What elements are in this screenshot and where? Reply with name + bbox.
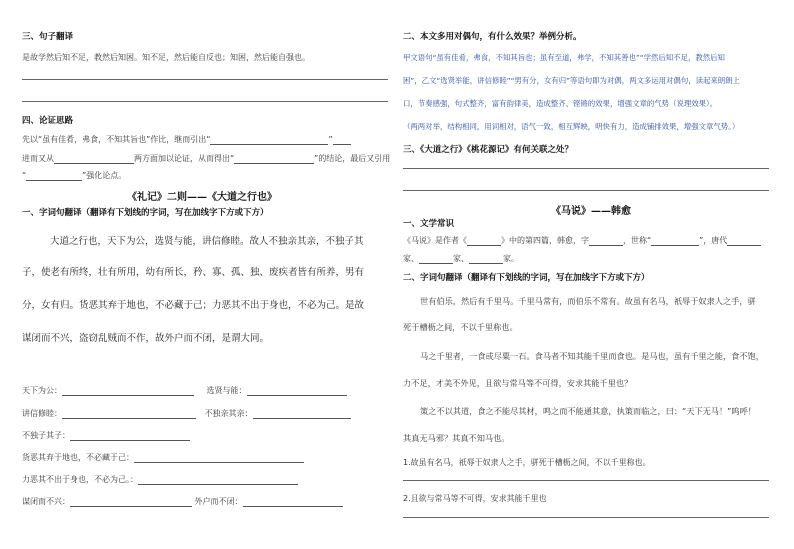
answer-blank[interactable] <box>247 386 347 396</box>
answer-line[interactable] <box>403 168 769 169</box>
argument-line-2: 进而又从 两方面加以论证，从而得出“ ”的结论，最后又引用 <box>22 154 391 163</box>
answer-line[interactable] <box>22 79 388 80</box>
answer-text: （两两对举，结构相同，用词相对，语气一致，相互辉映，明快有力，造成铺排效果，增强文章气势。） <box>403 122 740 131</box>
section-2-title: 二、本文多用对偶句，有什么效果？举例分析。 <box>403 32 582 42</box>
fill-blank[interactable] <box>651 236 699 246</box>
answer-blank[interactable] <box>253 409 351 419</box>
answer-line[interactable] <box>403 517 769 518</box>
section-2b-title: 二、字词句翻译（翻译有下划线的字词，写在加线字下方或下方） <box>403 273 650 283</box>
fill-blank[interactable] <box>333 135 351 145</box>
section-3-title-right: 三、《大道之行》《桃花源记》有何关联之处？ <box>403 145 574 155</box>
literary-knowledge-title: 一、文学常识 <box>403 219 455 229</box>
section-4-title: 四、论证思路 <box>22 116 74 126</box>
answer-text: 口，节奏感强，句式整齐，富有韵律美，造成整齐、铿锵的效果，增强文章的气势（说理效果）。 <box>403 99 718 108</box>
section-3-title: 三、句子翻译 <box>22 32 74 42</box>
passage-line: 马之千里者，一食或尽粟一石。食马者不知其能千里而食也。是马也，虽有千里之能，食不饱， <box>420 351 764 361</box>
fill-blank[interactable] <box>26 171 82 181</box>
literary-line-1: 《马说》是作者《 》中的第四篇，韩愈，字 ，世称“ ”，唐代 <box>403 235 761 246</box>
question-row: 货恶其弃于地也，不必藏于己： <box>22 452 304 463</box>
passage-line: 策之不以其道，食之不能尽其材，鸣之而不能通其意，执策而临之，曰：“天下无马！”呜呼！ <box>420 406 756 416</box>
sentence-text: 是故学然后知不足，教然后知困。知不足，然后能自反也；知困，然后能自强也。 <box>22 53 310 62</box>
answer-line[interactable] <box>403 190 769 191</box>
question-row: 讲信修睦： 不独亲其亲： <box>22 408 351 419</box>
translate-question-2: 2.且欲与常马等不可得，安求其能千里也 <box>403 494 547 503</box>
fill-blank[interactable] <box>589 236 623 246</box>
fill-blank[interactable] <box>419 254 453 264</box>
passage-line: 世有伯乐，然后有千里马。千里马常有，而伯乐不常有。故虽有名马，祇辱于奴隶人之手，骈 <box>420 296 756 306</box>
fill-blank[interactable] <box>210 135 328 145</box>
argument-line-1: 先以“虽有佳肴，弗食，不知其旨也”作比，继而引出“ ” <box>22 134 351 145</box>
fill-blank[interactable] <box>234 154 314 164</box>
translate-question-1: 1.故虽有名马，祇辱于奴隶人之手，骈死于槽枥之间，不以千里称也。 <box>403 458 651 467</box>
passage-line: 死于槽枥之间，不以千里称也。 <box>403 322 518 332</box>
answer-blank[interactable] <box>70 431 190 441</box>
part-title-dadao: 《礼记》二则——《大道之行也》 <box>127 192 277 203</box>
argument-line-3: “ ”强化论点。 <box>22 171 127 180</box>
part-title-mashuo: 《马说》——韩愈 <box>551 206 631 217</box>
section-1-title: 一、字词句翻译（翻译有下划线的字词，写在加线字下方或下方） <box>22 208 269 218</box>
answer-blank[interactable] <box>70 497 192 507</box>
literary-line-2: 家、 家、 家。 <box>403 254 519 263</box>
answer-blank[interactable] <box>243 497 343 507</box>
passage-line: 大道之行也，天下为公，选贤与能，讲信修睦。故人不独亲其亲，不独子其 <box>50 236 364 247</box>
passage-line: 子，使老有所终，壮有所用，幼有所长，矜、寡、孤、独、废疾者皆有所养，男有 <box>22 267 365 278</box>
answer-blank[interactable] <box>62 386 194 396</box>
answer-blank[interactable] <box>134 453 304 463</box>
passage-line: 力不足，才美不外见，且欲与常马等不可得，安求其能千里也？ <box>403 378 633 388</box>
question-row: 不独子其子： <box>22 430 190 441</box>
answer-text: 甲文语句“虽有佳肴，弗食，不知其旨也；虽有至道，弗学，不知其善也”“学然后知不足，教然后知 <box>403 53 725 62</box>
passage-line: 谋闭而不兴，盗窃乱贼而不作，故外户而不闭，是谓大同。 <box>22 333 270 344</box>
fill-blank[interactable] <box>469 254 503 264</box>
passage-line: 分，女有归。货恶其弃于地也，不必藏于己；力恶其不出于身也，不必为己。是故 <box>22 300 365 311</box>
answer-blank[interactable] <box>62 409 196 419</box>
fill-blank[interactable] <box>467 236 501 246</box>
fill-blank[interactable] <box>727 236 761 246</box>
question-row: 谋闭而不兴： 外户而不闭： <box>22 496 343 507</box>
question-row: 力恶其不出于身也，不必为己。： <box>22 474 298 485</box>
question-row: 天下为公： 选贤与能： <box>22 385 347 396</box>
answer-text: 困”，乙文“选贤举能，讲信修睦”“男有分，女有归”等语句即为对偶，两文多运用对偶句，读起来朗朗上 <box>403 76 740 85</box>
passage-line: 其真无马邪？其真不知马也。 <box>403 433 510 443</box>
answer-blank[interactable] <box>138 475 298 485</box>
answer-line[interactable] <box>22 101 388 102</box>
fill-blank[interactable] <box>54 154 134 164</box>
answer-line[interactable] <box>403 480 769 481</box>
